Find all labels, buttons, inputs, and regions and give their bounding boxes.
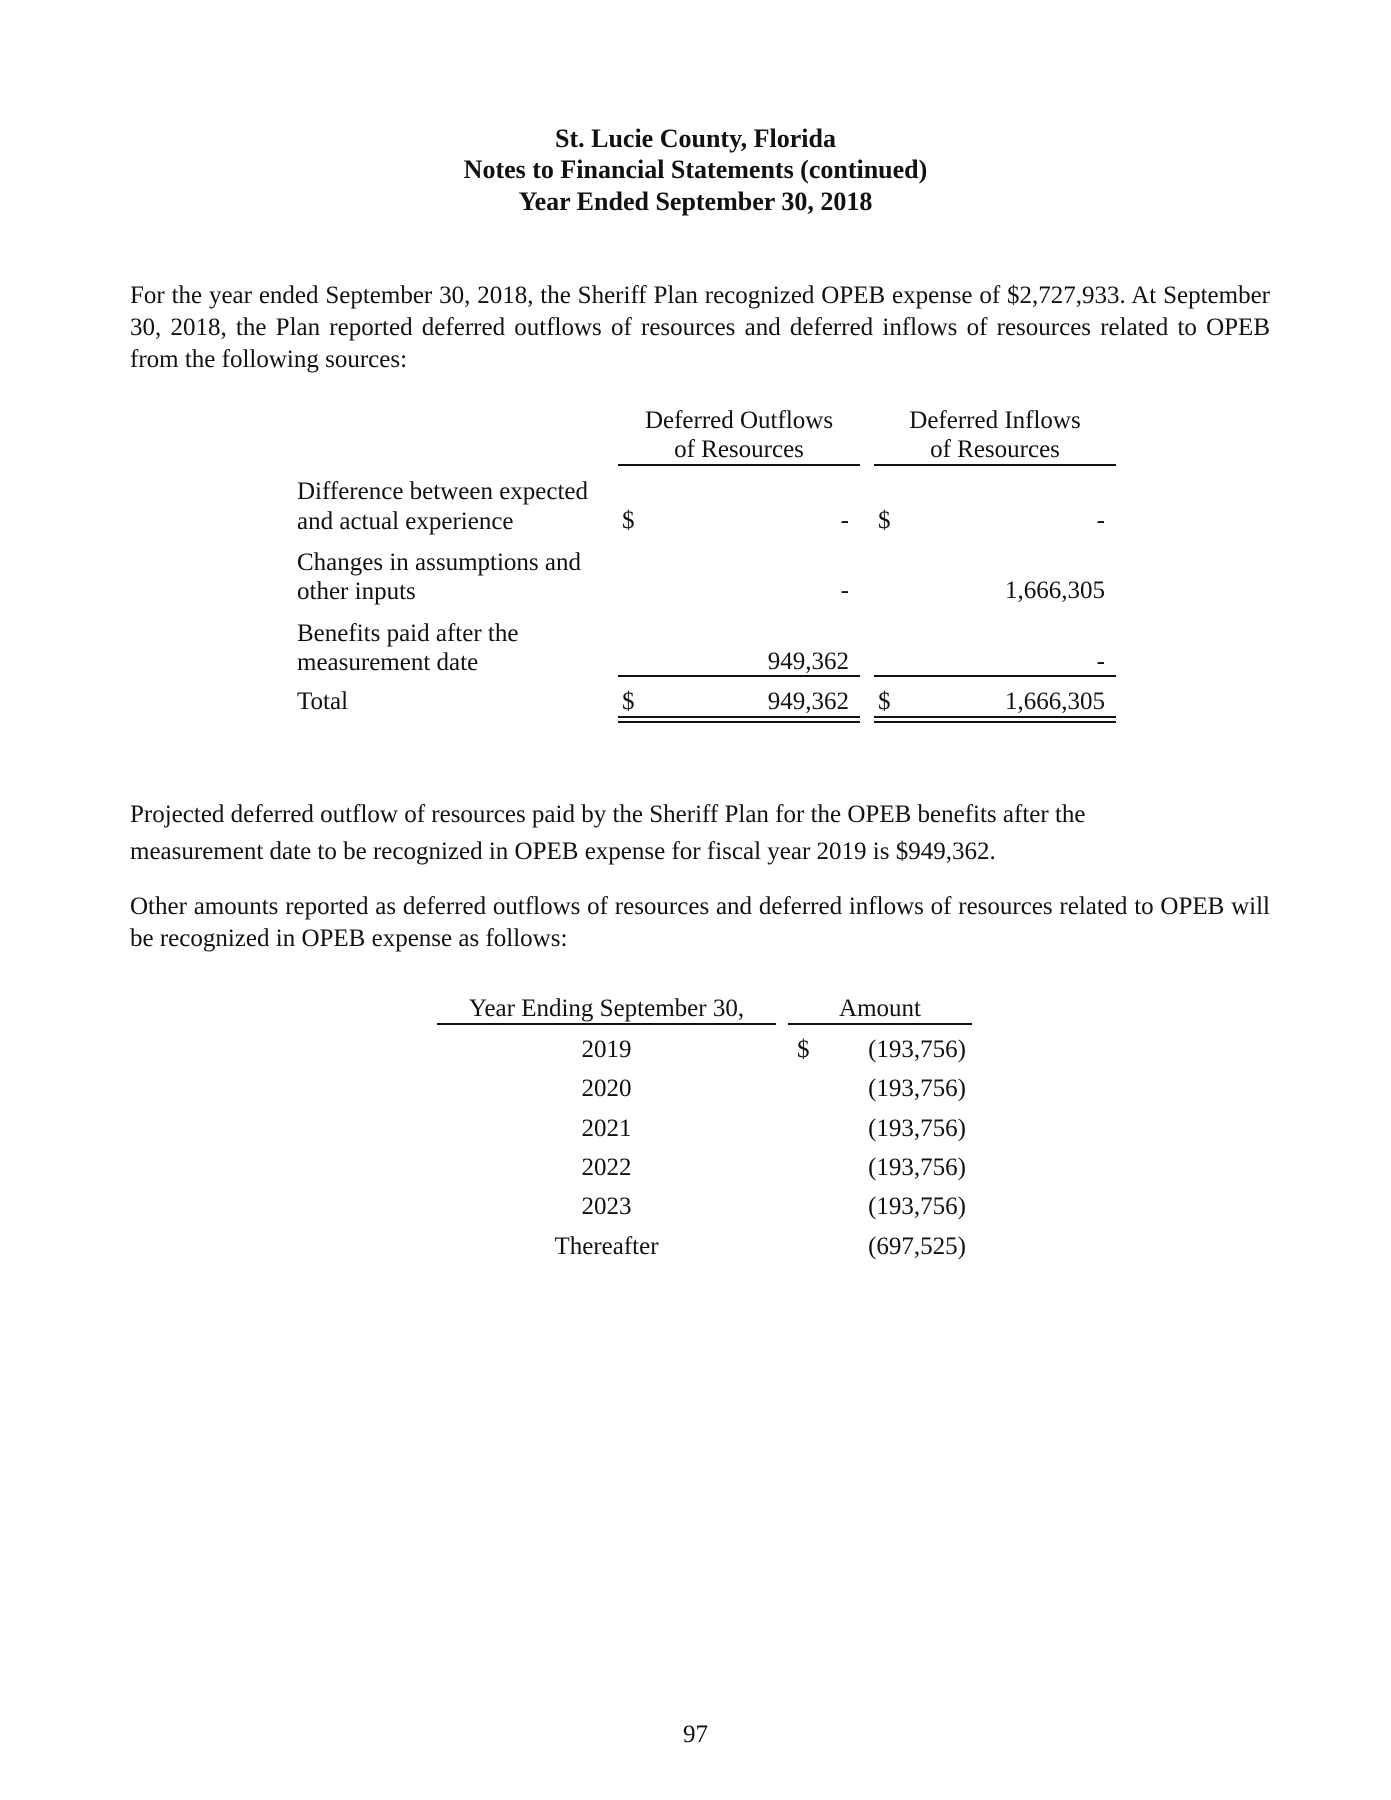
col-header-inflows-line2: of Resources <box>930 436 1060 463</box>
row-label-line: Benefits paid after the <box>297 620 519 647</box>
paragraph-line: Projected deferred outflow of resources paid by the Sheriff Plan for the OPEB benefits after the <box>130 801 1086 828</box>
inflows-value: - <box>1096 507 1105 534</box>
schedule-year: 2020 <box>581 1075 632 1103</box>
row-label-line: Difference between expected <box>297 478 589 505</box>
col-header-inflows <box>874 406 1116 464</box>
header-underline <box>618 464 860 466</box>
inflows-value: - <box>1096 648 1105 675</box>
col-header-outflows-line2: of Resources <box>674 436 804 463</box>
page-number: 97 <box>683 1721 708 1748</box>
table-row-label <box>297 548 581 606</box>
col-header-outflows <box>618 406 860 464</box>
total-double-underline <box>618 716 860 718</box>
schedule-year: 2021 <box>581 1114 632 1142</box>
projected-outflow-paragraph <box>130 796 1085 870</box>
schedule-amount: (697,525) <box>868 1232 966 1260</box>
subtotal-underline <box>874 675 1116 677</box>
outflows-value: - <box>840 507 849 534</box>
total-inflows: 1,666,305 <box>1005 688 1105 715</box>
schedule-amount: (193,756) <box>868 1075 966 1103</box>
row-label-line: other inputs <box>297 578 416 605</box>
schedule-amount: (193,756) <box>868 1153 966 1181</box>
document-title-period: Year Ended September 30, 2018 <box>518 187 873 216</box>
total-outflows: 949,362 <box>767 688 849 715</box>
paragraph-line: measurement date to be recognized in OPEB expense for fiscal year 2019 is $949,362. <box>130 838 996 865</box>
schedule-amount: (193,756) <box>868 1193 966 1221</box>
currency-symbol: $ <box>797 1036 810 1063</box>
header-underline <box>437 1023 776 1025</box>
subtotal-underline <box>618 675 860 677</box>
currency-symbol: $ <box>878 507 891 534</box>
outflows-value: 949,362 <box>767 648 849 675</box>
document-title-section: Notes to Financial Statements (continued) <box>463 155 928 184</box>
outflows-value: - <box>840 577 849 604</box>
table-row-label <box>297 477 588 537</box>
schedule-year: Thereafter <box>554 1232 659 1260</box>
schedule-year: 2019 <box>581 1036 632 1063</box>
total-double-underline <box>874 716 1116 718</box>
schedule-amount: (193,756) <box>868 1114 966 1142</box>
currency-symbol: $ <box>622 507 635 534</box>
schedule-year: 2023 <box>581 1193 632 1221</box>
col-header-year: Year Ending September 30, <box>468 995 745 1022</box>
table-row-label <box>297 619 518 677</box>
col-header-outflows-line1: Deferred Outflows <box>644 407 834 434</box>
currency-symbol: $ <box>622 688 635 715</box>
schedule-amount: (193,756) <box>868 1036 966 1063</box>
schedule-year: 2022 <box>581 1153 632 1181</box>
total-label: Total <box>297 688 349 715</box>
opeb-expense-paragraph: For the year ended September 30, 2018, the Sheriff Plan recognized OPEB expense of $2,727,933. At September 30, 2018, the Plan reported deferred outflows of resources and deferred inflows of resources related to OPEB from the following sources: <box>130 282 1270 373</box>
document-title-entity: St. Lucie County, Florida <box>555 124 836 153</box>
header-underline <box>874 464 1116 466</box>
total-double-underline <box>618 721 860 723</box>
row-label-line: Changes in assumptions and <box>297 549 582 576</box>
other-amounts-paragraph: Other amounts reported as deferred outflows of resources and deferred inflows of resources related to OPEB will be recognized in OPEB expense as follows: <box>130 893 1270 952</box>
currency-symbol: $ <box>878 688 891 715</box>
row-label-line: measurement date <box>297 649 479 676</box>
col-header-inflows-line1: Deferred Inflows <box>909 407 1081 434</box>
col-header-amount: Amount <box>839 995 921 1022</box>
row-label-line: and actual experience <box>297 508 514 535</box>
total-double-underline <box>874 721 1116 723</box>
inflows-value: 1,666,305 <box>1005 577 1105 604</box>
header-underline <box>788 1023 972 1025</box>
